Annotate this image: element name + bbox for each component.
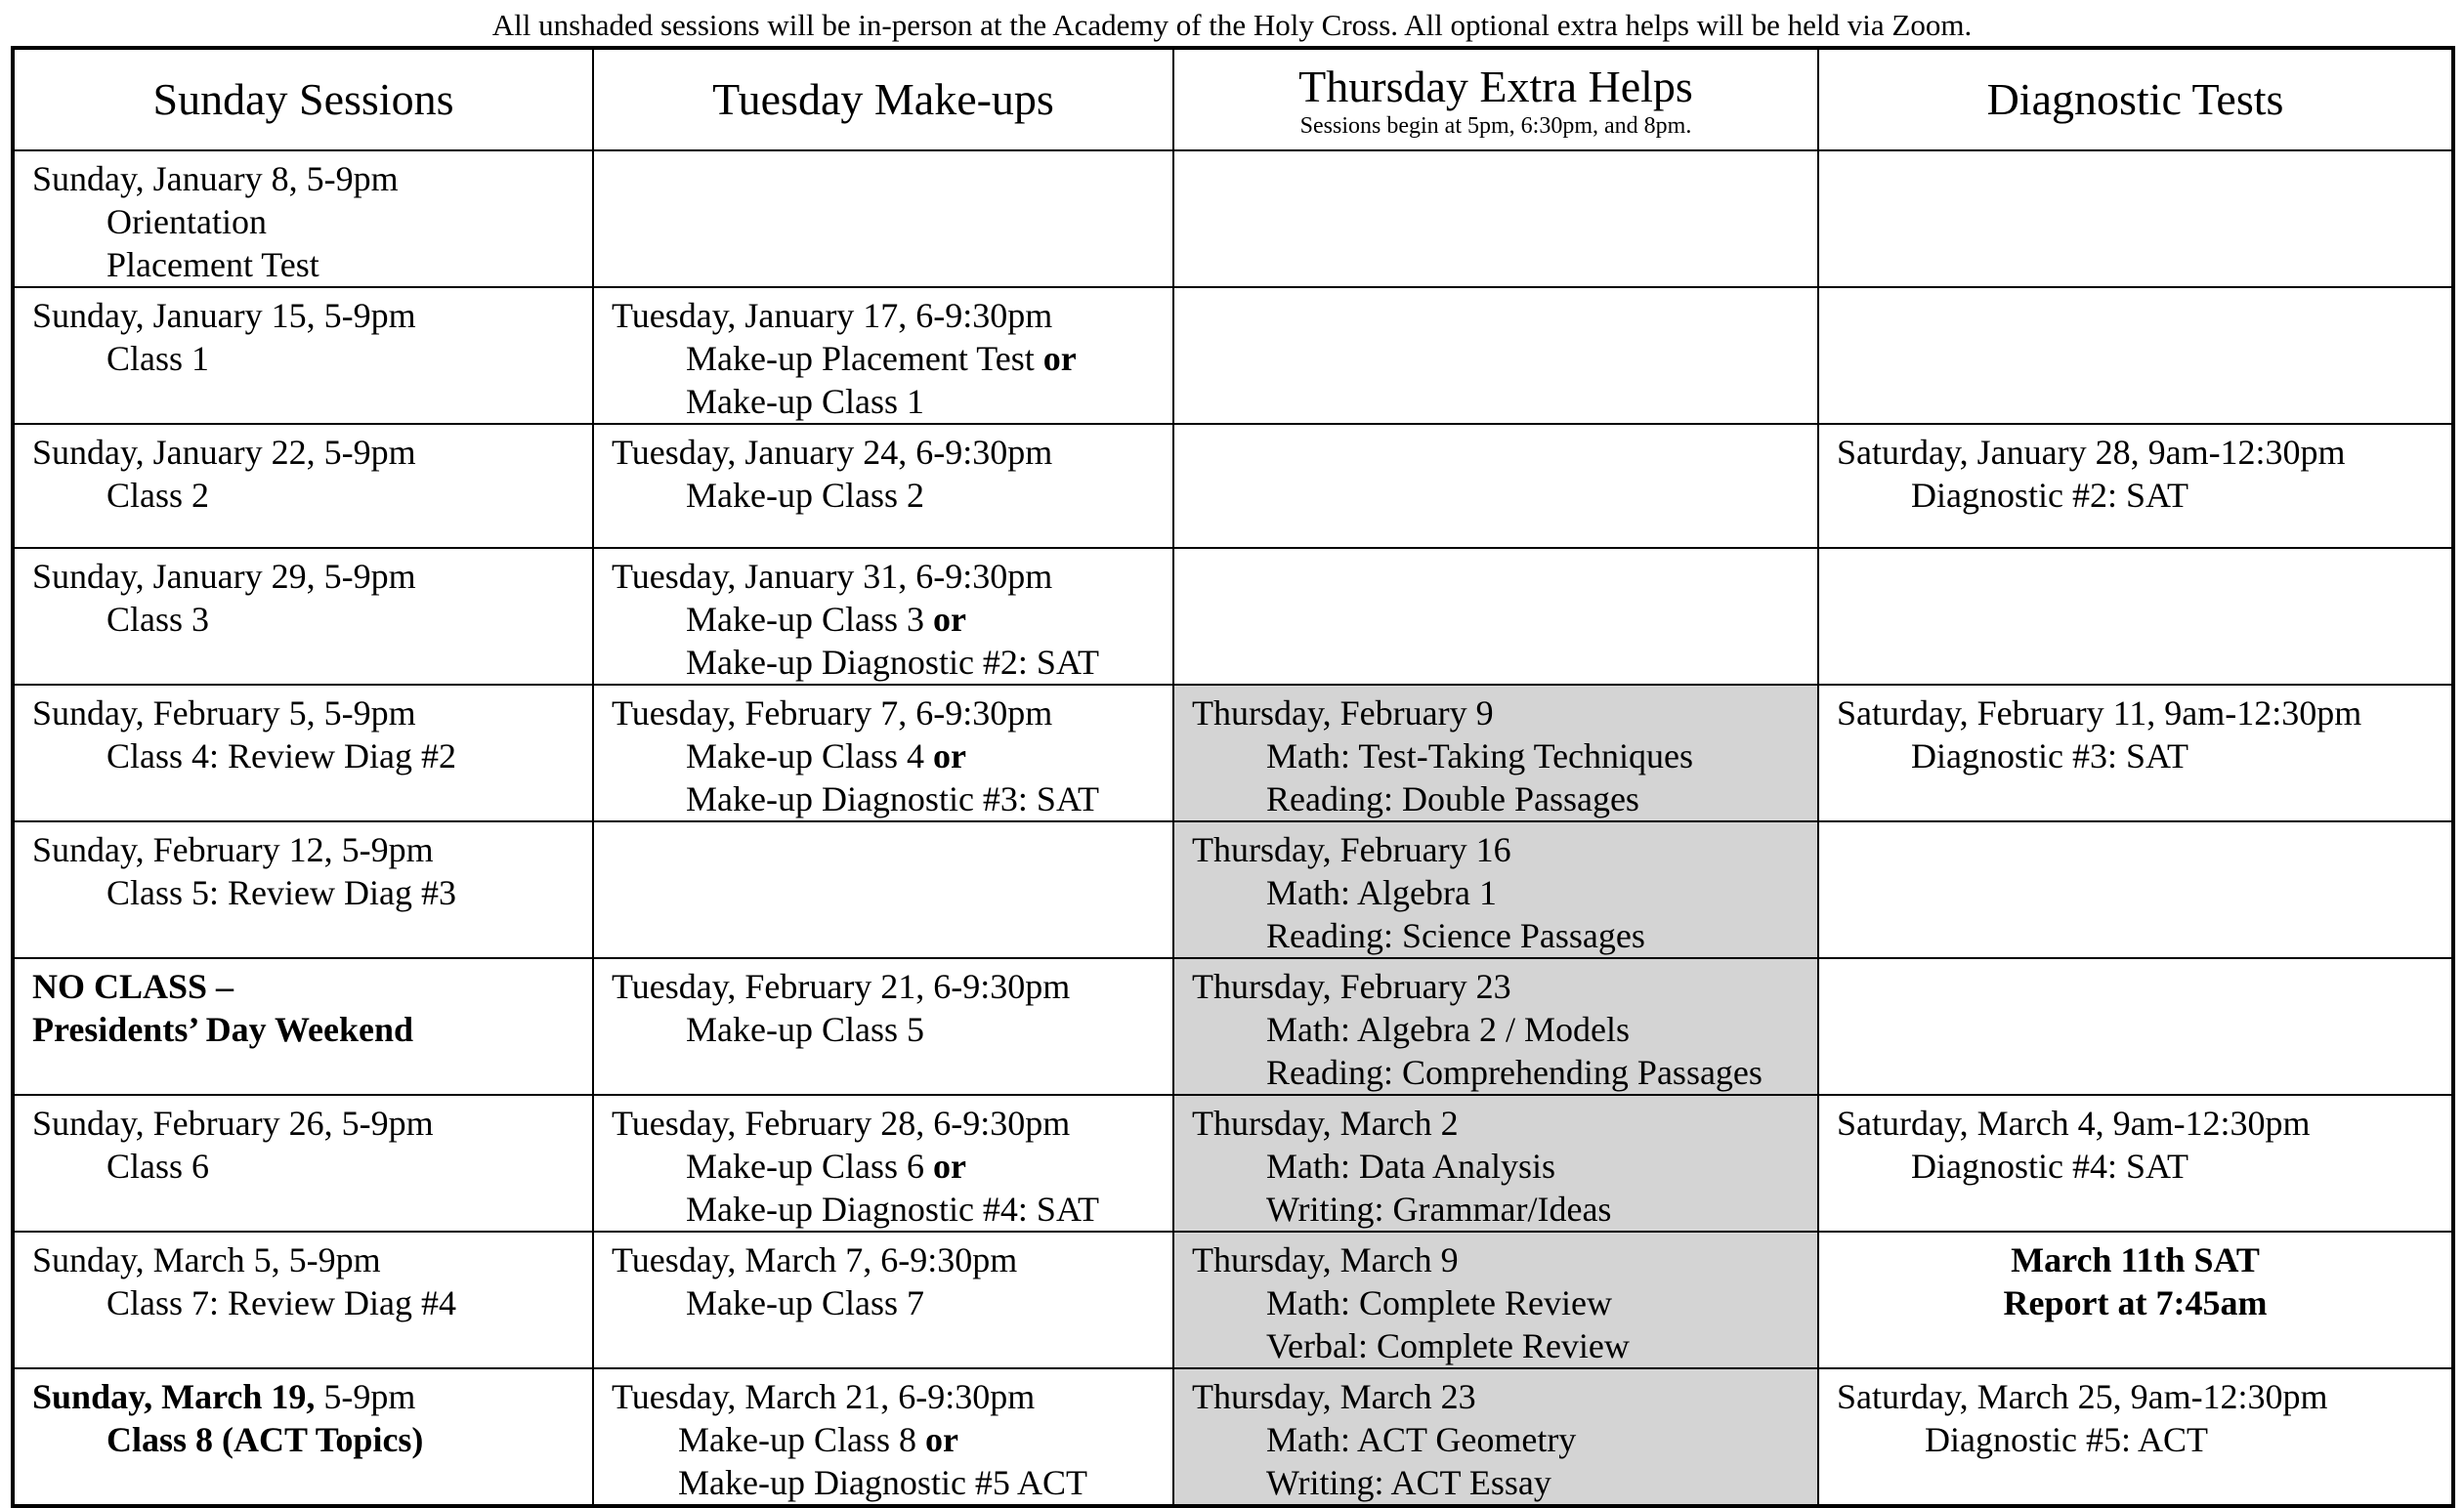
thursday-cell xyxy=(1173,424,1818,548)
sunday-cell: Sunday, January 15, 5-9pm Class 1 xyxy=(13,287,593,424)
diagnostic-cell: Saturday, March 4, 9am-12:30pm Diagnostic #4: SAT xyxy=(1818,1095,2453,1232)
table-row xyxy=(13,548,2453,685)
table-row xyxy=(13,150,2453,287)
thursday-cell xyxy=(1173,287,1818,424)
sunday-cell: Sunday, January 8, 5-9pm Orientation Placement Test xyxy=(13,150,593,287)
sat-report-time: Report at 7:45am xyxy=(2003,1283,2268,1322)
sat-date-label: March 11th SAT xyxy=(2011,1240,2260,1279)
thursday-cell xyxy=(1173,150,1818,287)
diagnostic-cell: Saturday, February 11, 9am-12:30pm Diagnostic #3: SAT xyxy=(1818,685,2453,821)
thursday-cell-shaded: Thursday, March 9 Math: Complete Review Verbal: Complete Review xyxy=(1173,1232,1818,1368)
header-thursday xyxy=(1173,48,1818,150)
tuesday-cell xyxy=(593,150,1173,287)
table-row xyxy=(13,424,2453,548)
header-thursday-subtitle: Sessions begin at 5pm, 6:30pm, and 8pm. xyxy=(1299,113,1692,139)
tuesday-cell: Tuesday, March 7, 6-9:30pm Make-up Class 7 xyxy=(593,1232,1173,1368)
diagnostic-cell: Saturday, March 25, 9am-12:30pm Diagnostic #5: ACT xyxy=(1818,1368,2453,1506)
table-row xyxy=(13,958,2453,1095)
table-row xyxy=(13,287,2453,424)
diagnostic-cell: Saturday, January 28, 9am-12:30pm Diagnostic #2: SAT xyxy=(1818,424,2453,548)
venue-note: All unshaded sessions will be in-person at the Academy of the Holy Cross. All optional extra helps will be held via Zoom. xyxy=(491,8,1973,42)
thursday-cell-shaded: Thursday, February 16 Math: Algebra 1 Reading: Science Passages xyxy=(1173,821,1818,958)
sunday-cell: Sunday, March 19, 5-9pm Class 8 (ACT Topics) xyxy=(13,1368,593,1506)
sunday-cell: NO CLASS – Presidents’ Day Weekend xyxy=(13,958,593,1095)
tuesday-cell: Tuesday, March 21, 6-9:30pm Make-up Class 8 or Make-up Diagnostic #5 ACT xyxy=(593,1368,1173,1506)
sunday-cell: Sunday, February 26, 5-9pm Class 6 xyxy=(13,1095,593,1232)
sunday-cell: Sunday, January 29, 5-9pm Class 3 xyxy=(13,548,593,685)
header-row xyxy=(13,48,2453,150)
thursday-cell-shaded: Thursday, February 9 Math: Test-Taking Techniques Reading: Double Passages xyxy=(1173,685,1818,821)
table-row xyxy=(13,1368,2453,1506)
header-diagnostic: Diagnostic Tests xyxy=(1818,48,2453,150)
header-tuesday: Tuesday Make-ups xyxy=(593,48,1173,150)
sunday-cell: Sunday, January 22, 5-9pm Class 2 xyxy=(13,424,593,548)
diagnostic-cell xyxy=(1818,1232,2453,1368)
table-row xyxy=(13,685,2453,821)
tuesday-cell: Tuesday, January 31, 6-9:30pm Make-up Class 3 or Make-up Diagnostic #2: SAT xyxy=(593,548,1173,685)
sunday-cell: Sunday, February 12, 5-9pm Class 5: Review Diag #3 xyxy=(13,821,593,958)
sunday-cell: Sunday, February 5, 5-9pm Class 4: Review Diag #2 xyxy=(13,685,593,821)
schedule-table xyxy=(11,46,2455,1508)
tuesday-cell: Tuesday, February 21, 6-9:30pm Make-up Class 5 xyxy=(593,958,1173,1095)
header-sunday: Sunday Sessions xyxy=(13,48,593,150)
thursday-cell xyxy=(1173,548,1818,685)
diagnostic-cell xyxy=(1818,150,2453,287)
diagnostic-cell xyxy=(1818,287,2453,424)
thursday-cell-shaded: Thursday, February 23 Math: Algebra 2 / Models Reading: Comprehending Passages xyxy=(1173,958,1818,1095)
diagnostic-cell xyxy=(1818,958,2453,1095)
tuesday-cell: Tuesday, January 24, 6-9:30pm Make-up Class 2 xyxy=(593,424,1173,548)
table-row xyxy=(13,1095,2453,1232)
thursday-cell-shaded: Thursday, March 23 Math: ACT Geometry Writing: ACT Essay xyxy=(1173,1368,1818,1506)
tuesday-cell: Tuesday, February 28, 6-9:30pm Make-up Class 6 or Make-up Diagnostic #4: SAT xyxy=(593,1095,1173,1232)
table-row xyxy=(13,1232,2453,1368)
diagnostic-cell xyxy=(1818,548,2453,685)
tuesday-cell: Tuesday, February 7, 6-9:30pm Make-up Class 4 or Make-up Diagnostic #3: SAT xyxy=(593,685,1173,821)
tuesday-cell: Tuesday, January 17, 6-9:30pm Make-up Placement Test or Make-up Class 1 xyxy=(593,287,1173,424)
tuesday-cell xyxy=(593,821,1173,958)
sunday-cell: Sunday, March 5, 5-9pm Class 7: Review Diag #4 xyxy=(13,1232,593,1368)
table-row xyxy=(13,821,2453,958)
diagnostic-cell xyxy=(1818,821,2453,958)
header-thursday-title: Thursday Extra Helps xyxy=(1298,62,1693,111)
thursday-cell-shaded: Thursday, March 2 Math: Data Analysis Writing: Grammar/Ideas xyxy=(1173,1095,1818,1232)
